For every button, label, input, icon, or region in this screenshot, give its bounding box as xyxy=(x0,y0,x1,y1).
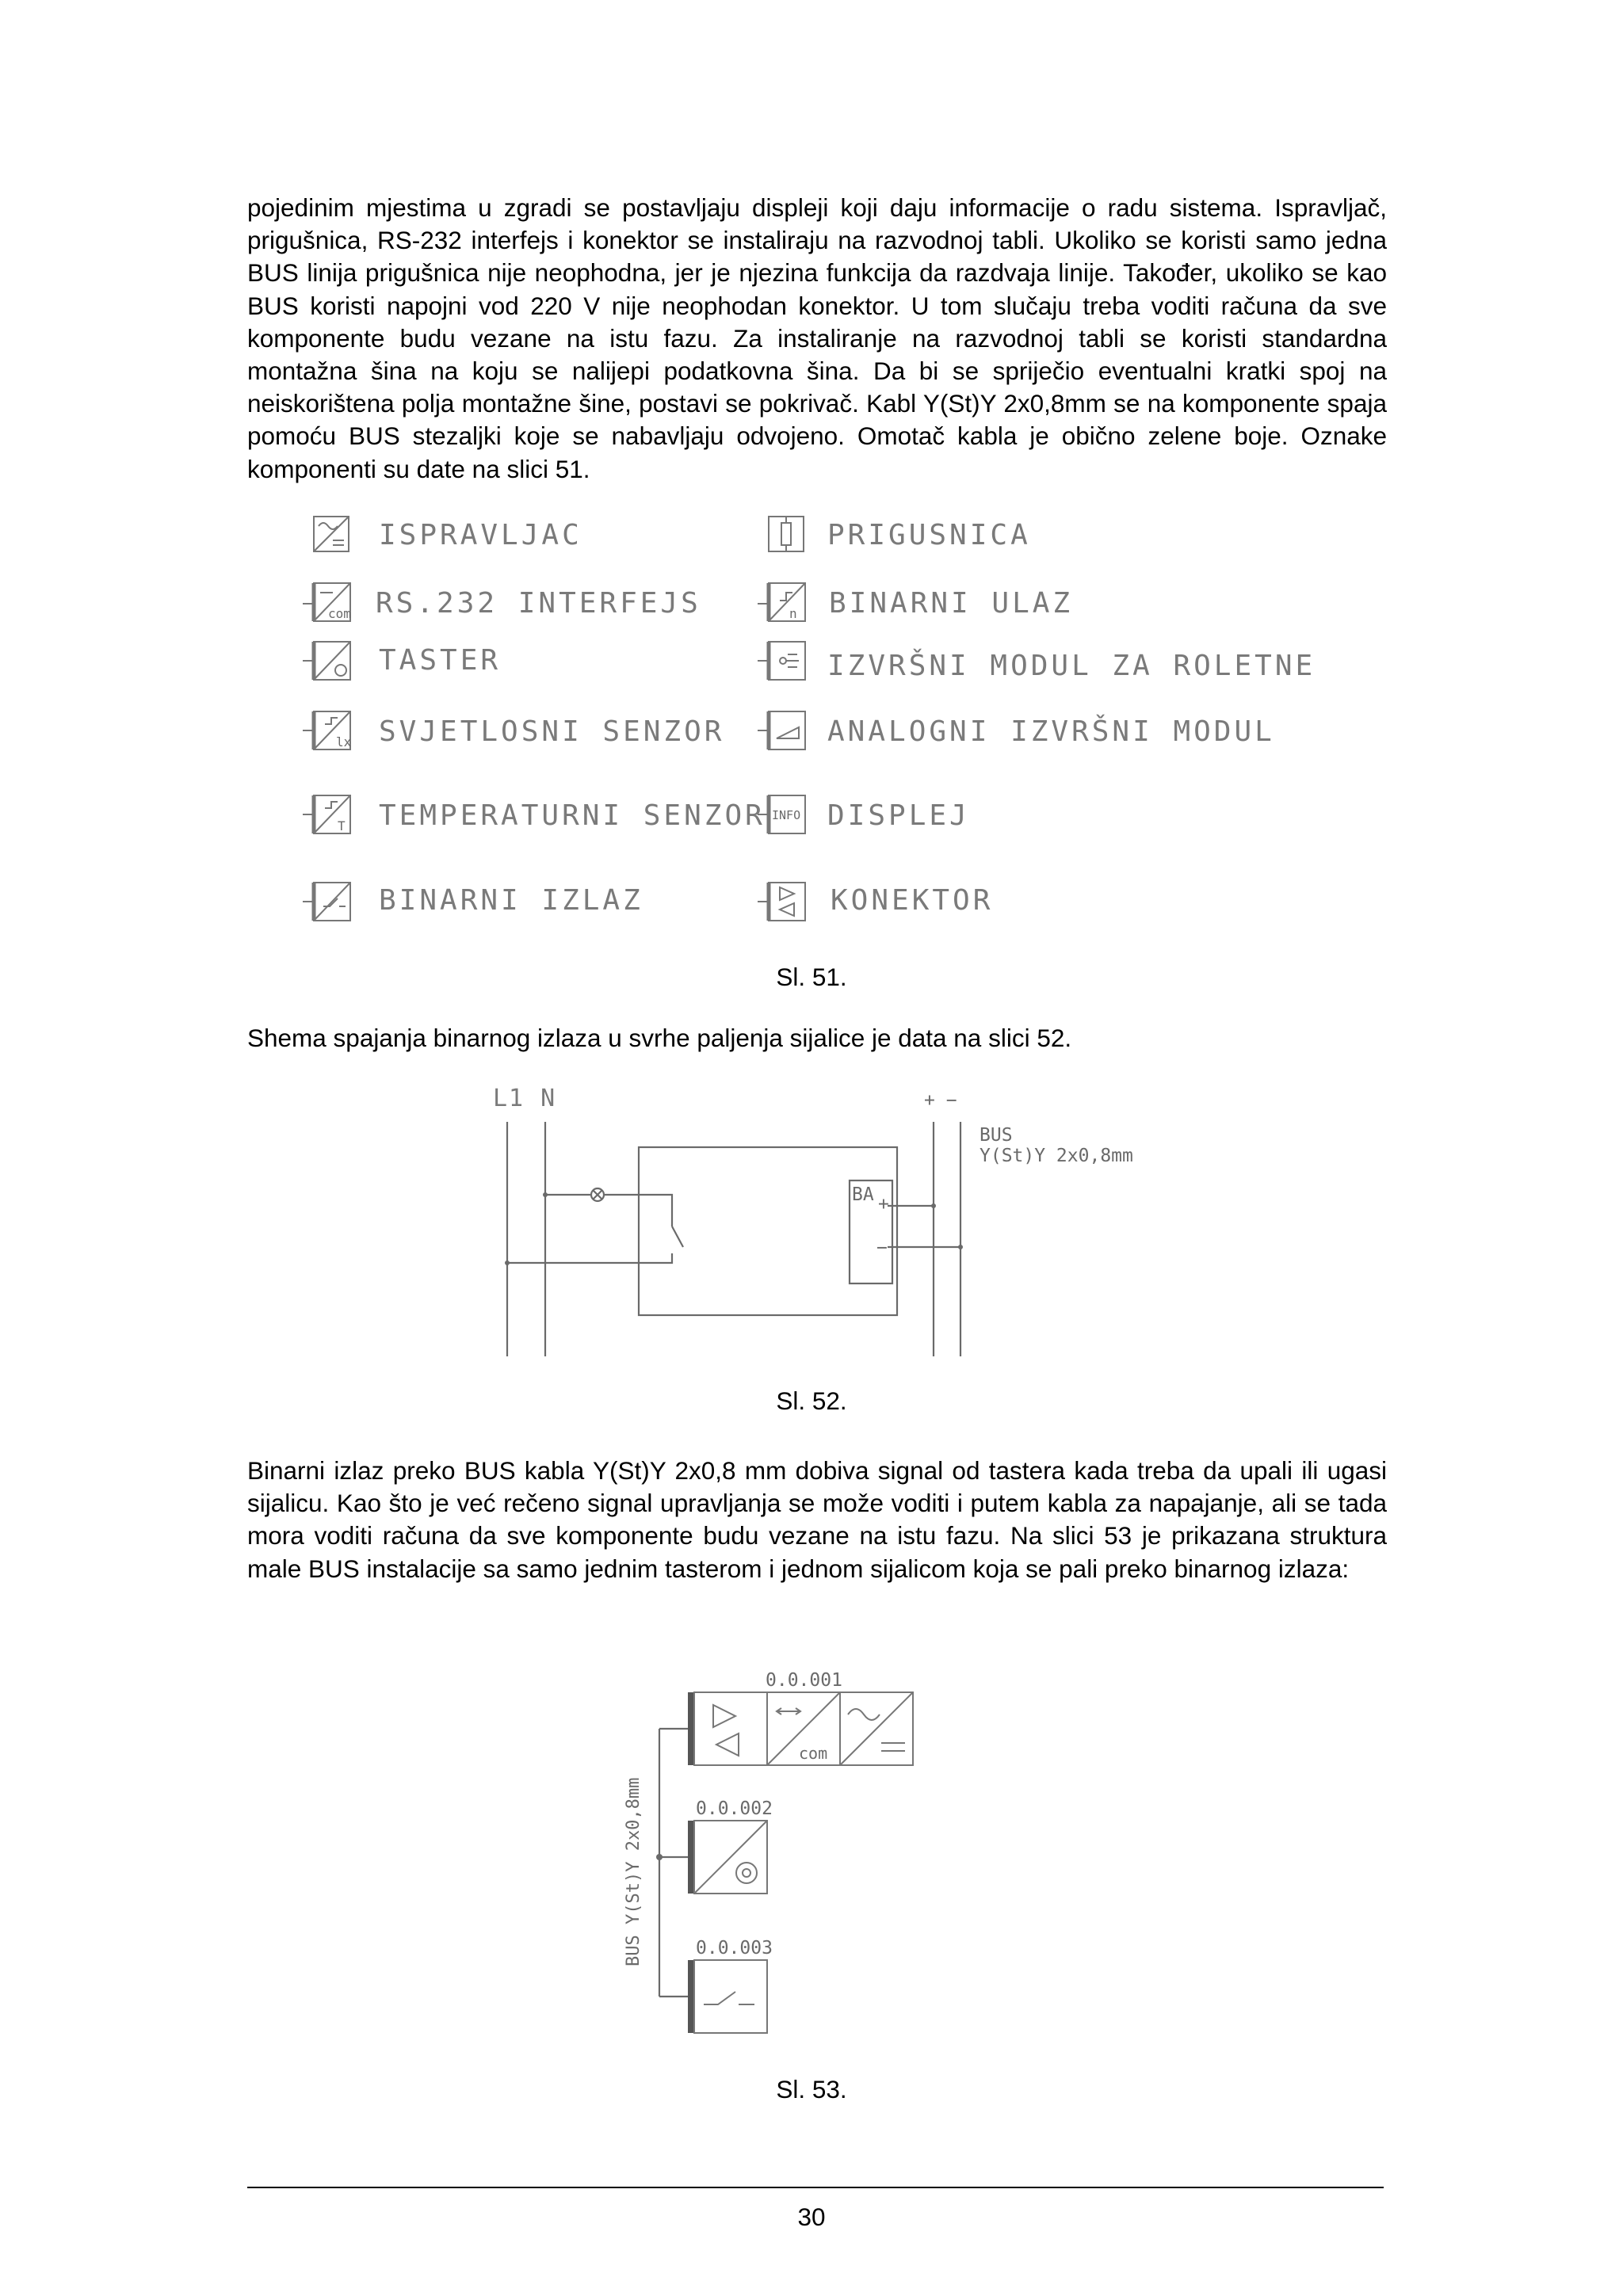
bus-junction xyxy=(656,1854,663,1860)
legend-taster: TASTER xyxy=(379,644,502,677)
address-0-0-003: 0.0.003 xyxy=(696,1938,773,1958)
address-0-0-002: 0.0.002 xyxy=(696,1798,773,1819)
lamp-symbol xyxy=(591,1188,604,1201)
footer-rule xyxy=(247,2187,1384,2188)
bus-cable-label: Y(St)Y 2x0,8mm xyxy=(980,1146,1133,1166)
figure-53-bus-structure xyxy=(602,1664,935,2044)
figure-51-legend xyxy=(293,499,1323,943)
figure-52-wiring-diagram xyxy=(475,1077,1189,1363)
analog-actuator-symbol xyxy=(758,711,805,749)
caption-fig-51: Sl. 51. xyxy=(776,963,847,991)
rs232-com-label: com xyxy=(799,1744,828,1763)
pushbutton-circle xyxy=(736,1863,757,1883)
paragraph-fig52-intro: Shema spajanja binarnog izlaza u svrhe paljenja sijalice je data na slici 52. xyxy=(247,1024,1072,1052)
binary-output-device-box xyxy=(694,1960,767,2033)
legend-konektor: KONEKTOR xyxy=(831,884,994,917)
paragraph-intro: pojedinim mjestima u zgradi se postavljaju displeji koji daju informacije o radu sistema. Ispravljač, prigušnica, RS-232 interfejs i konektor se instaliraju na razvodnoj tabli. Ukoliko se koristi samo jedna BUS linija prigušnica nije neophodna, jer je njezina funkcija da razdvaja linije. Također, ukoliko se kao BUS koristi napojni vod 220 V nije neophodan konektor. U tom slučaju treba voditi računa da sve komponente budu vezane na istu fazu. Za instaliranje na razvodnoj tabli se koristi standardna montažna šina na koju se nalijepi podatkovna šina. Da bi se spriječio eventualni kratki spoj na neiskorištena polja montažne šine, postavi se pokrivač. Kabl Y(St)Y 2x0,8mm se na komponente spaja pomoću BUS stezaljki koje se nabavljaju odvojeno. Omotač kabla je obično zelene boje. Oznake komponenti su date na slici 51. xyxy=(247,193,1387,483)
blind-actuator-symbol xyxy=(758,642,805,680)
address-0-0-001: 0.0.001 xyxy=(766,1670,842,1691)
caption-fig-53: Sl. 53. xyxy=(776,2075,847,2103)
pushbutton-symbol xyxy=(303,642,350,680)
switch-l1-wire xyxy=(507,1253,672,1263)
rectifier-symbol xyxy=(314,517,349,551)
binary-output-switch xyxy=(704,1992,754,2004)
device-group-2 xyxy=(691,1821,767,1894)
binary-input-n-text: n xyxy=(789,606,797,621)
connector-triangle-right xyxy=(713,1705,735,1727)
junction-neutral xyxy=(543,1192,548,1197)
device-group-3 xyxy=(691,1960,767,2033)
ba-minus-label: − xyxy=(876,1238,888,1258)
choke-symbol xyxy=(769,517,804,551)
connector-symbol xyxy=(758,883,805,921)
device-group-1 xyxy=(691,1692,913,1765)
junction-bus-minus xyxy=(958,1245,963,1249)
bus-label: BUS xyxy=(980,1125,1013,1146)
connector-device-box xyxy=(694,1692,767,1765)
legend-binarni-ulaz: BINARNI ULAZ xyxy=(829,587,1074,620)
junction-bus-plus xyxy=(931,1203,936,1208)
legend-ispravljac: ISPRAVLJAC xyxy=(379,519,582,551)
legend-prigusnica: PRIGUSNICA xyxy=(827,519,1031,551)
binary-output-symbol xyxy=(303,883,350,921)
ba-label: BA xyxy=(852,1184,874,1205)
legend-analogni-izvrsni-modul: ANALOGNI IZVRŠNI MODUL xyxy=(827,715,1275,748)
ba-plus-label: + xyxy=(878,1194,889,1215)
binary-output-module-box xyxy=(639,1147,897,1315)
legend-izvrsni-modul-za-roletne: IZVRŠNI MODUL ZA ROLETNE xyxy=(827,650,1316,682)
paragraph-fig53-intro: Binarni izlaz preko BUS kabla Y(St)Y 2x0,8 mm dobiva signal od tastera kada treba da upali ili ugasi sijalicu. Kao što je već rečeno signal upravljanja se može voditi i putem kabla za napajanje, ali se tada mora voditi računa da sve komponente budu vezane na istu fazu. Na slici 53 je prikazana struktura male BUS instalacije sa samo jednim tasterom i jednom sijalicom koja se pali preko binarnog izlaza: xyxy=(247,1456,1387,1583)
relay-contact xyxy=(672,1226,683,1247)
legend-temperaturni-senzor: TEMPERATURNI SENZOR xyxy=(379,799,766,832)
bus-plus-minus-label: + − xyxy=(924,1090,957,1111)
legend-binarni-izlaz: BINARNI IZLAZ xyxy=(379,884,643,917)
rs232-com-text: com xyxy=(328,606,351,621)
legend-svjetlosni-senzor: SVJETLOSNI SENZOR xyxy=(379,715,725,748)
page-number: 30 xyxy=(797,2203,826,2231)
l1-n-label: L1 N xyxy=(493,1085,557,1112)
legend-rs232: RS.232 INTERFEJS xyxy=(376,587,701,620)
legend-displej: DISPLEJ xyxy=(827,799,970,832)
light-sensor-lx-text: lx xyxy=(336,734,352,749)
bus-cable-vertical-label: BUS Y(St)Y 2x0,8mm xyxy=(624,1777,643,1966)
temperature-sensor-t-text: T xyxy=(338,818,346,833)
display-info-text: INFO xyxy=(772,808,801,822)
binary-input-symbol xyxy=(758,583,805,621)
connector-triangle-left xyxy=(716,1733,739,1756)
junction-l1 xyxy=(505,1261,510,1265)
caption-fig-52: Sl. 52. xyxy=(776,1386,847,1415)
